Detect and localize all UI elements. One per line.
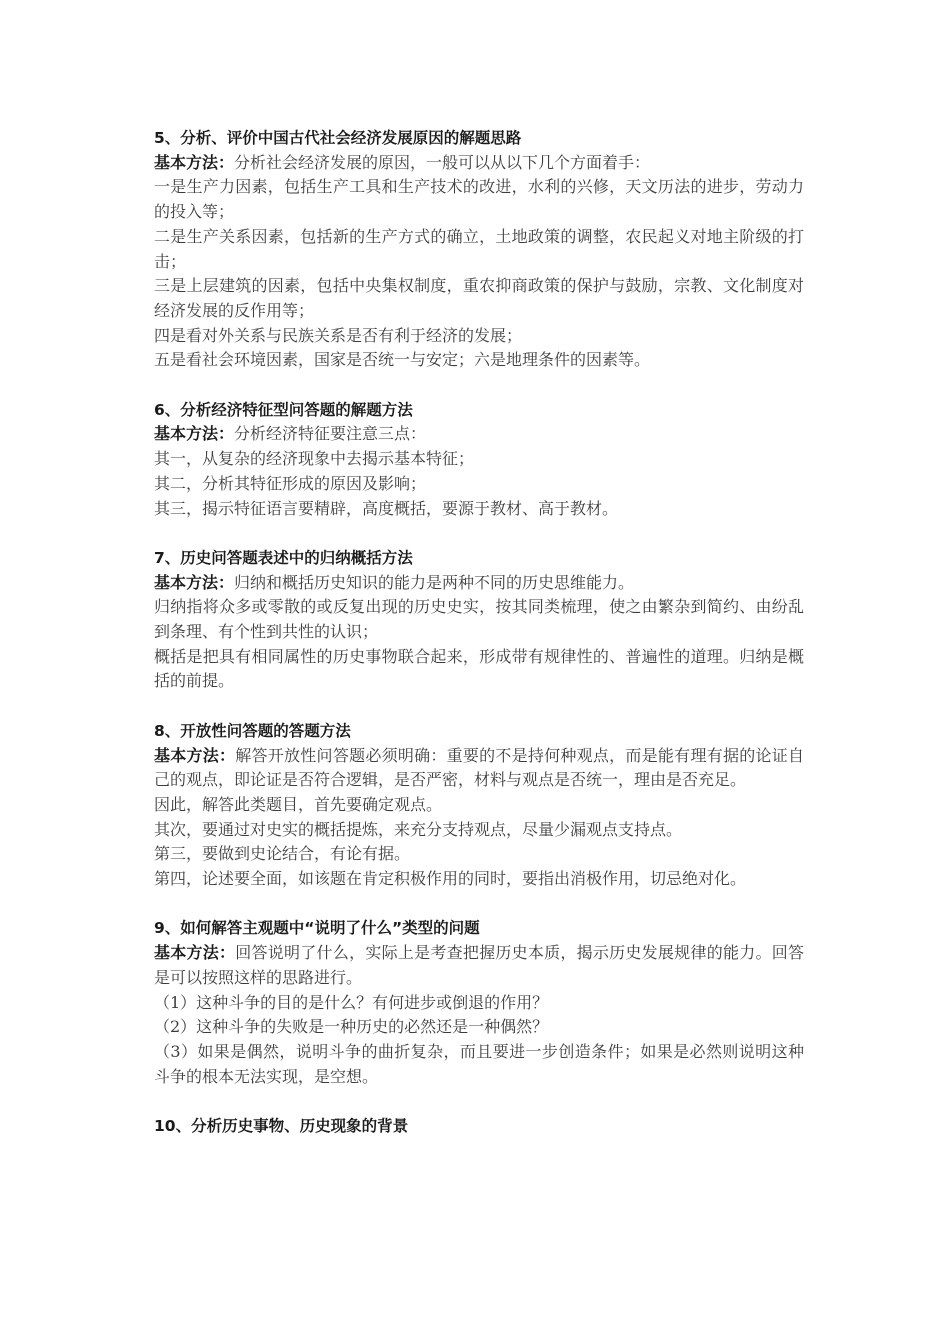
section-heading: 7、历史问答题表述中的归纳概括方法 [154, 548, 413, 567]
section-heading: 6、分析经济特征型问答题的解题方法 [154, 400, 413, 419]
content-line: 第三，要做到史论结合，有论有据。 [154, 844, 411, 864]
content-line: 其次，要通过对史实的概括提炼，来充分支持观点，尽量少漏观点支持点。 [154, 819, 683, 839]
section-heading: 5、分析、评价中国古代社会经济发展原因的解题思路 [154, 129, 522, 147]
content-line: 五是看社会环境因素，国家是否统一与安定；六是地理条件的因素等。 [154, 350, 651, 370]
content-line: （1）这种斗争的目的是什么？有何进步或倒退的作用？ [154, 992, 549, 1012]
content-line: （3）如果是偶然，说明斗争的曲折复杂，而且要进一步创造条件；如果是必然则说明这种斗争的根本无法实现，是空想。 [154, 1041, 804, 1086]
method-paragraph [154, 422, 804, 447]
method-text: 归纳和概括历史知识的能力是两种不同的历史思维能力。 [234, 572, 635, 592]
method-label: 基本方法： [154, 424, 235, 444]
content-line: 其一，从复杂的经济现象中去揭示基本特征； [154, 449, 475, 469]
content-line: （2）这种斗争的失败是一种历史的必然还是一种偶然？ [154, 1017, 549, 1037]
content-line: 其三，揭示特征语言要精辟，高度概括，要源于教材、高于教材。 [154, 498, 619, 518]
section-10 [154, 1114, 804, 1139]
content-line: 概括是把具有相同属性的历史事物联合起来，形成带有规律性的、普遍性的道理。归纳是概括的前提。 [154, 646, 804, 691]
method-text: 分析经济特征要注意三点： [234, 424, 427, 444]
section-9 [154, 916, 804, 1089]
section-5 [154, 126, 804, 373]
method-text: 回答说明了什么，实际上是考查把握历史本质，揭示历史发展规律的能力。回答是可以按照这样的思路进行。 [154, 943, 804, 987]
method-text: 解答开放性问答题必须明确：重要的不是持何种观点，而是能有理有据的论证自己的观点，即论证是否符合逻辑，是否严密，材料与观点是否统一，理由是否充足。 [154, 745, 804, 790]
section-8 [154, 719, 804, 892]
section-heading: 8、开放性问答题的答题方法 [154, 721, 351, 740]
section-heading: 9、如何解答主观题中“说明了什么”类型的问题 [154, 919, 480, 938]
content-line: 四是看对外关系与民族关系是否有利于经济的发展； [154, 325, 523, 345]
content-line: 其二，分析其特征形成的原因及影响； [154, 473, 427, 493]
content-line: 三是上层建筑的因素，包括中央集权制度，重农抑商政策的保护与鼓励，宗教、文化制度对经济发展的反作用等； [154, 276, 804, 320]
method-label: 基本方法： [154, 943, 236, 963]
content-line: 归纳指将众多或零散的或反复出现的历史史实，按其同类梳理，使之由繁杂到简约、由纷乱到条理、有个性到共性的认识； [154, 597, 804, 642]
method-label: 基本方法： [154, 572, 235, 592]
method-paragraph [154, 744, 804, 793]
content-line: 第四，论述要全面，如该题在肯定积极作用的同时，要指出消极作用，切忌绝对化。 [154, 869, 747, 889]
content-line: 二是生产关系因素，包括新的生产方式的确立，土地政策的调整，农民起义对地主阶级的打击； [154, 226, 804, 271]
section-6 [154, 398, 804, 522]
section-7 [154, 546, 804, 694]
content-line: 一是生产力因素，包括生产工具和生产技术的改进，水利的兴修，天文历法的进步，劳动力的投入等； [154, 177, 804, 222]
section-heading: 10、分析历史事物、历史现象的背景 [154, 1117, 409, 1136]
method-label: 基本方法： [154, 152, 235, 172]
content-line: 因此，解答此类题目，首先要确定观点。 [154, 794, 443, 814]
method-label: 基本方法： [154, 745, 236, 765]
method-text: 分析社会经济发展的原因，一般可以从以下几个方面着手： [234, 152, 651, 172]
method-paragraph [154, 151, 804, 176]
method-paragraph [154, 571, 804, 596]
method-paragraph [154, 941, 804, 990]
document-page [154, 126, 804, 1163]
